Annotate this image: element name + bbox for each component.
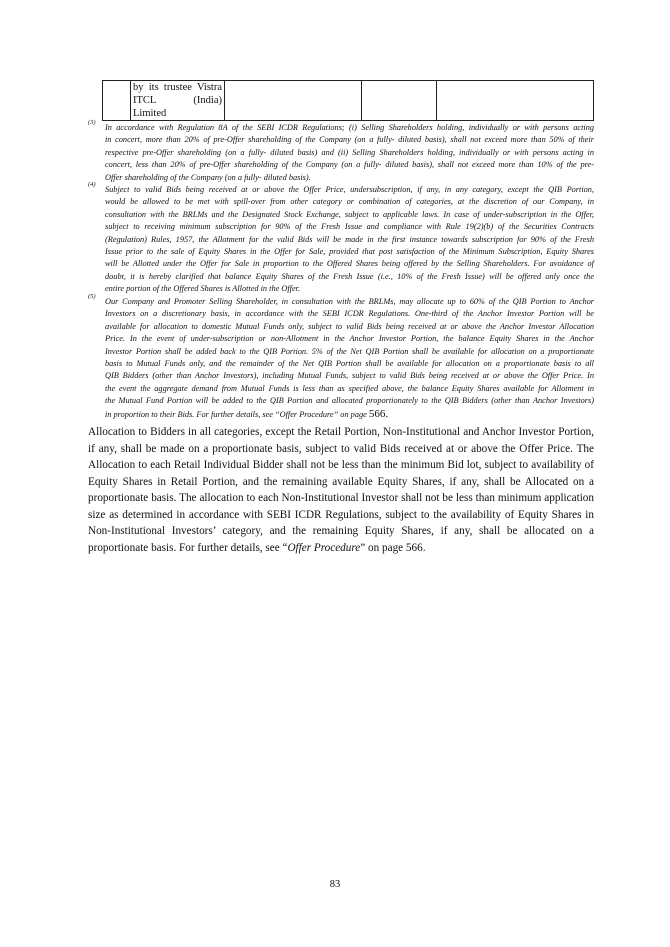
footnote-line: Price. In the event of under-subscription or non-Allotment in the Anchor Investor Portion, the balance Equity Shares in the Anchor	[105, 334, 594, 344]
shareholder-table	[102, 80, 594, 121]
paragraph-line: Equity Shares in Retail Portion, and the remaining available Equity Shares, if any, shall be Allocated on a	[88, 475, 594, 488]
footnote-line: In accordance with Regulation 8A of the SEBI ICDR Regulations; (i) Selling Shareholders holding, individually or with persons acting	[105, 123, 594, 132]
footnote-line: entire portion of the Offered Shares is Allotted in the Offer.	[105, 284, 301, 294]
paragraph-line: Non-Institutional Investors’ category, and the remaining Equity Shares, if any, shall be allocated on a	[88, 525, 594, 537]
footnote-line: Our Company and Promoter Selling Shareholder, in consultation with the BRLMs, may allocate up to 60% of the QIB Portion to Anchor	[105, 297, 594, 306]
page-reference: 566.	[368, 407, 389, 420]
footnote-line: the Mutual Fund Portion will be added to the QIB Portion and allocated proportionately to the QIB Bidders (other than Anchor Investors)	[105, 396, 594, 406]
footnote-line: Issue prior to the sale of Equity Shares in the Offer for Sale, provided that post satisfaction of the Minimum Subscription, Equity Shares	[105, 246, 594, 256]
footnote-4	[88, 181, 594, 296]
footnote-line	[105, 408, 594, 420]
footnote-5	[88, 293, 594, 420]
footnote-line: would be allowed to be met with spill-over from other category or combination of categories, at the discretion of our Company, in	[105, 197, 594, 207]
footnote-line: in concert, more than 20% of pre-Offer shareholding of the Company (on a fully- diluted basis), shall not exceed more than 50% of their	[105, 135, 594, 145]
paragraph-text: ” on page 566.	[360, 541, 426, 554]
footnote-line: doubt, it is hereby clarified that balance Equity Shares of the Fresh Issue (i.e., 10% of the Fresh Issue) will be offered only once the	[105, 271, 594, 281]
footnote-line: will be Allotted under the Offer for Sale in proportion to the Offered Shares being offered by the Selling Shareholders. For avoidance of	[105, 259, 594, 269]
footnote-marker: (5)	[88, 293, 96, 300]
footnote-marker: (3)	[88, 119, 96, 126]
offer-procedure-reference: Offer Procedure	[287, 541, 361, 554]
footnote-line: the event the aggregate demand from Mutual Funds is less than as specified above, the balance Equity Shares available for Allotment in	[105, 383, 594, 393]
footnote-line: QIB Bidders (other than Anchor Investors), including Mutual Funds, subject to valid Bids being received at or above the Offer Price. In	[105, 371, 594, 381]
paragraph-line: proportionate basis. The allocation to each Non-Institutional Investor shall not be less than minimum application	[88, 492, 594, 504]
paragraph-line: if any, shall be made on a proportionate basis, subject to valid Bids received at or above the Offer Price. The	[88, 442, 594, 455]
table-cell	[437, 81, 594, 121]
footnote-line: (Regulation) Rules, 1957, the Allotment for the valid Bids will be made in the first instance towards subscription for 90% of the Fresh	[105, 234, 594, 244]
footnote-line: consultation with the BRLMs and the Designated Stock Exchange, subject to applicable laws. In case of under-subscription in the Offer,	[105, 209, 594, 219]
table-cell: by its trustee Vistra ITCL (India) Limited	[131, 81, 225, 121]
footnote-3	[88, 119, 594, 184]
table-cell	[103, 81, 131, 121]
footnote-line: subject to receiving minimum subscription for 90% of the Fresh Issue and compliance with Rule 19(2)(b) of the Securities Contracts	[105, 222, 594, 232]
footnote-line: basis to Mutual Funds only, and the remainder of the Net QIB Portion shall be available for allocation on a proportionate basis to all	[105, 358, 594, 368]
page-number: 83	[329, 879, 341, 890]
footnote-line: Investor Portion shall be added back to the QIB Portion. 5% of the Net QIB Portion shall be available for allocation on a proportionate	[105, 346, 594, 356]
paragraph-line	[88, 540, 594, 557]
paragraph-line: size as determined in accordance with SEBI ICDR Regulations, subject to the availability of Equity Shares in	[88, 508, 594, 521]
table-cell	[362, 81, 437, 121]
footnote-line: respective pre-Offer shareholding (on a fully- diluted basis) and (ii) Selling Shareholders holding, individually or with persons acting in	[105, 147, 594, 157]
table-row	[103, 81, 594, 121]
footnote-line-text: in proportion to their Bids. For further details, see “Offer Procedure” on page	[105, 409, 369, 419]
footnote-line: Subject to valid Bids being received at or above the Offer Price, undersubscription, if any, in any category, except the QIB Portion,	[105, 185, 594, 194]
footnote-line: concert, less than 20% of pre-Offer shareholding of the Company (on a fully- diluted basis), shall not exceed more than 10% of the pre-	[105, 160, 594, 170]
table-cell	[225, 81, 362, 121]
footnote-line: Offer shareholding of the Company (on a fully- diluted basis).	[105, 172, 311, 182]
paragraph-line: Allocation to each Retail Individual Bidder shall not be less than the minimum Bid lot, subject to availability of	[88, 459, 594, 471]
paragraph-text: proportionate basis. For further details, see “	[88, 541, 288, 554]
paragraph-line: Allocation to Bidders in all categories, except the Retail Portion, Non-Institutional and Anchor Investor Portion,	[88, 426, 594, 438]
footnote-marker: (4)	[88, 181, 96, 188]
footnote-line: available for allocation to domestic Mutual Funds only, subject to valid Bids being received at or above the Anchor Investor Allocation	[105, 321, 594, 331]
allocation-paragraph	[88, 424, 594, 556]
footnote-line: Investors on a discretionary basis, in accordance with the SEBI ICDR Regulations. One-third of the Anchor Investor Portion will be	[105, 309, 594, 319]
